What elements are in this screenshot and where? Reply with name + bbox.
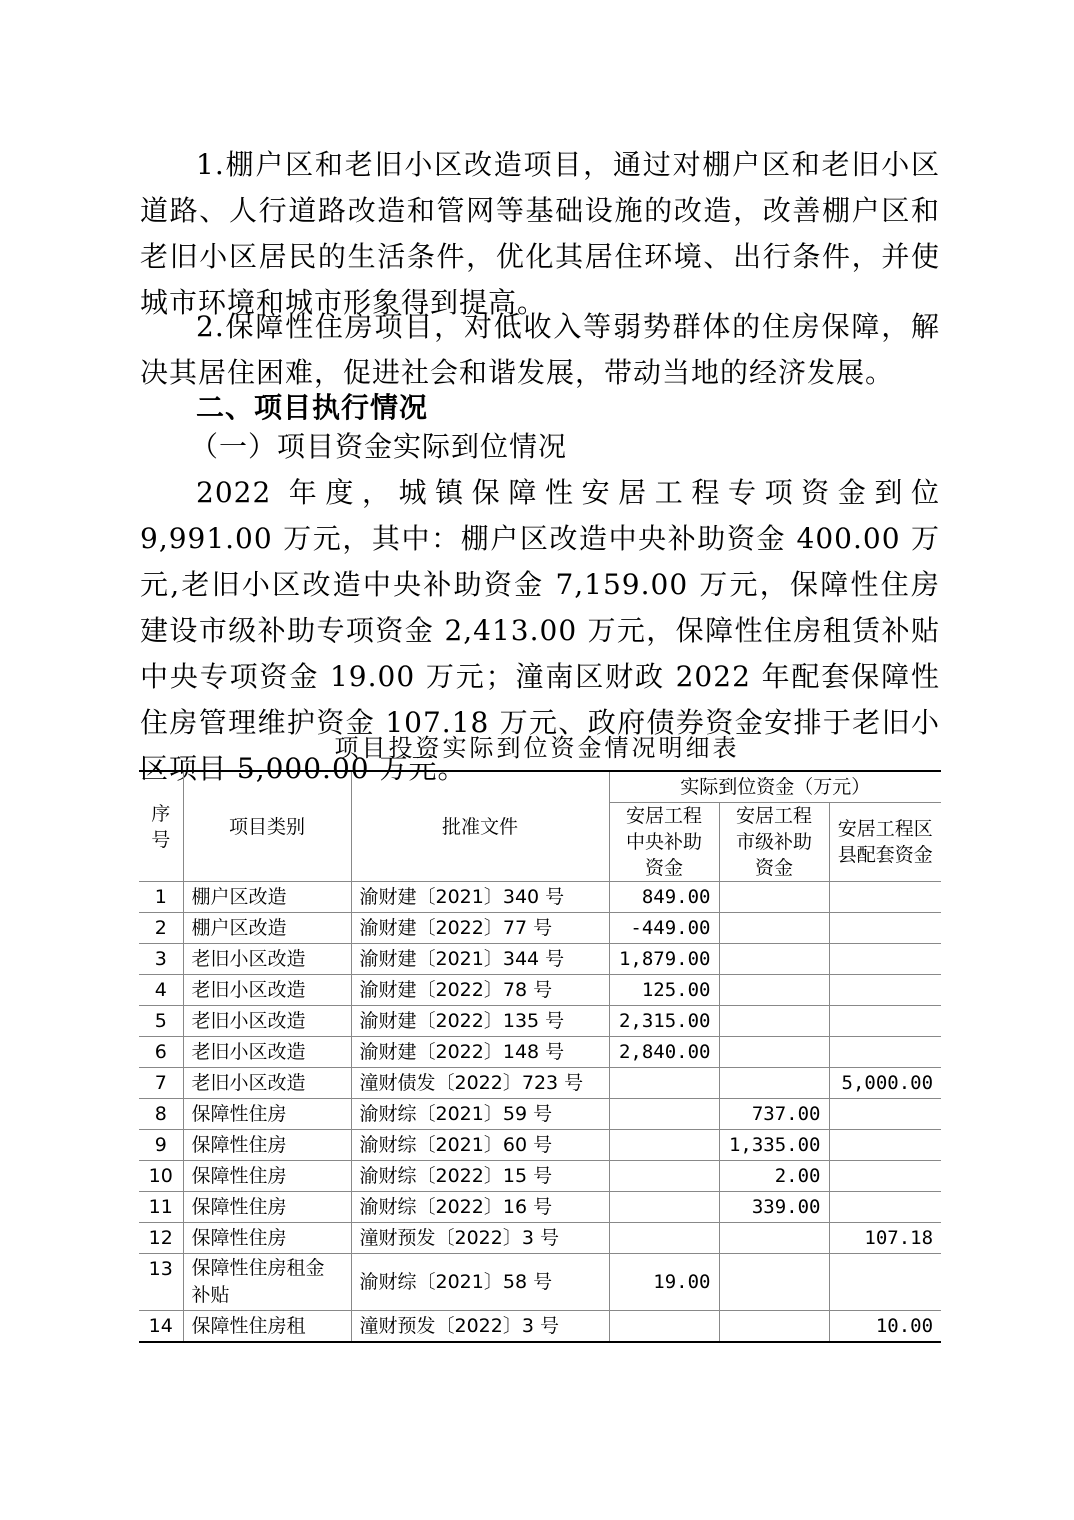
table-row [139, 1223, 941, 1254]
cell-seq: 14 [139, 1311, 183, 1343]
cell-central: 125.00 [609, 975, 719, 1006]
cell-county [829, 1192, 941, 1223]
table-row [139, 944, 941, 975]
cell-central [609, 1161, 719, 1192]
table-body [139, 882, 941, 1343]
cell-city [719, 975, 829, 1006]
cell-city [719, 1254, 829, 1311]
table-row [139, 913, 941, 944]
cell-city [719, 882, 829, 913]
cell-category: 老旧小区改造 [183, 975, 351, 1006]
cell-seq: 10 [139, 1161, 183, 1192]
cell-document: 潼财预发〔2022〕3 号 [351, 1223, 609, 1254]
cell-county [829, 1006, 941, 1037]
cell-document: 渝财综〔2021〕58 号 [351, 1254, 609, 1311]
table-row [139, 882, 941, 913]
cell-document: 渝财建〔2021〕344 号 [351, 944, 609, 975]
cell-city [719, 1006, 829, 1037]
cell-document: 渝财综〔2022〕16 号 [351, 1192, 609, 1223]
cell-category: 老旧小区改造 [183, 1037, 351, 1068]
header-category: 项目类别 [183, 771, 351, 882]
table-row [139, 1068, 941, 1099]
table-row [139, 975, 941, 1006]
cell-county [829, 1130, 941, 1161]
cell-seq: 9 [139, 1130, 183, 1161]
cell-city: 737.00 [719, 1099, 829, 1130]
cell-central [609, 1068, 719, 1099]
table-row [139, 1161, 941, 1192]
cell-seq: 6 [139, 1037, 183, 1068]
cell-category: 保障性住房 [183, 1223, 351, 1254]
header-funds-group: 实际到位资金（万元） [609, 771, 941, 803]
section-heading: 二、项目执行情况 [196, 391, 429, 424]
funds-detail-table [139, 770, 941, 1343]
cell-seq: 7 [139, 1068, 183, 1099]
cell-category: 老旧小区改造 [183, 1006, 351, 1037]
cell-central: 2,840.00 [609, 1037, 719, 1068]
cell-central [609, 1130, 719, 1161]
table-row [139, 1099, 941, 1130]
cell-county [829, 1037, 941, 1068]
cell-central: 849.00 [609, 882, 719, 913]
table-row [139, 1037, 941, 1068]
cell-category: 保障性住房 [183, 1192, 351, 1223]
cell-central [609, 1192, 719, 1223]
table-row [139, 1006, 941, 1037]
cell-document: 渝财建〔2021〕340 号 [351, 882, 609, 913]
cell-central: 1,879.00 [609, 944, 719, 975]
header-document: 批准文件 [351, 771, 609, 882]
cell-central [609, 1099, 719, 1130]
cell-central [609, 1223, 719, 1254]
header-county-funds: 安居工程区县配套资金 [829, 803, 941, 882]
cell-seq: 4 [139, 975, 183, 1006]
table-title: 项目投资实际到位资金情况明细表 [334, 734, 740, 762]
cell-county [829, 1254, 941, 1311]
cell-seq: 13 [139, 1254, 183, 1311]
cell-category: 棚户区改造 [183, 882, 351, 913]
table-row [139, 1192, 941, 1223]
cell-county: 5,000.00 [829, 1068, 941, 1099]
cell-city [719, 1037, 829, 1068]
header-central-funds: 安居工程中央补助资金 [609, 803, 719, 882]
cell-city: 339.00 [719, 1192, 829, 1223]
header-city-funds: 安居工程市级补助资金 [719, 803, 829, 882]
cell-seq: 3 [139, 944, 183, 975]
cell-county [829, 944, 941, 975]
cell-category: 老旧小区改造 [183, 1068, 351, 1099]
cell-seq: 5 [139, 1006, 183, 1037]
cell-county [829, 1099, 941, 1130]
paragraph-shantytown-renovation: 1.棚户区和老旧小区改造项目，通过对棚户区和老旧小区道路、人行道路改造和管网等基础设施的改造，改善棚户区和老旧小区居民的生活条件，优化其居住环境、出行条件，并使城市环境和城市形象得到提高。 [140, 148, 940, 319]
cell-central: -449.00 [609, 913, 719, 944]
cell-document: 渝财建〔2022〕77 号 [351, 913, 609, 944]
cell-category: 保障性住房 [183, 1161, 351, 1192]
cell-seq: 2 [139, 913, 183, 944]
cell-central: 19.00 [609, 1254, 719, 1311]
header-seq: 序号 [139, 771, 183, 882]
cell-document: 潼财债发〔2022〕723 号 [351, 1068, 609, 1099]
paragraph-affordable-housing: 2.保障性住房项目，对低收入等弱势群体的住房保障，解决其居住困难，促进社会和谐发展，带动当地的经济发展。 [140, 310, 940, 389]
cell-county: 10.00 [829, 1311, 941, 1343]
cell-city [719, 944, 829, 975]
cell-category: 保障性住房 [183, 1130, 351, 1161]
cell-category: 保障性住房租金补贴 [183, 1254, 351, 1311]
cell-document: 渝财综〔2022〕15 号 [351, 1161, 609, 1192]
paragraph-funds-summary: 2022 年度，城镇保障性安居工程专项资金到位 9,991.00 万元，其中：棚户区改造中央补助资金 400.00 万元,老旧小区改造中央补助资金 7,159.00 万元，保障性住房建设市级补助专项资金 2,413.00 万元，保障性住房租赁补贴中央专项资金 19.00 万元；潼南区财政 2022 年配套保障性住房管理维护资金 107.18 万元、政府债券资金安排于老旧小区项目 5,000.00 万元。 [140, 476, 940, 785]
cell-category: 老旧小区改造 [183, 944, 351, 975]
cell-category: 保障性住房 [183, 1099, 351, 1130]
cell-document: 潼财预发〔2022〕3 号 [351, 1311, 609, 1343]
cell-document: 渝财建〔2022〕135 号 [351, 1006, 609, 1037]
cell-seq: 11 [139, 1192, 183, 1223]
cell-county: 107.18 [829, 1223, 941, 1254]
cell-document: 渝财建〔2022〕148 号 [351, 1037, 609, 1068]
table-row [139, 1311, 941, 1343]
cell-central [609, 1311, 719, 1343]
cell-city: 1,335.00 [719, 1130, 829, 1161]
cell-city [719, 913, 829, 944]
cell-seq: 12 [139, 1223, 183, 1254]
cell-seq: 8 [139, 1099, 183, 1130]
cell-document: 渝财建〔2022〕78 号 [351, 975, 609, 1006]
table-row [139, 1254, 941, 1311]
cell-city: 2.00 [719, 1161, 829, 1192]
cell-seq: 1 [139, 882, 183, 913]
table-row [139, 1130, 941, 1161]
cell-city [719, 1068, 829, 1099]
cell-county [829, 882, 941, 913]
cell-county [829, 913, 941, 944]
cell-document: 渝财综〔2021〕59 号 [351, 1099, 609, 1130]
cell-city [719, 1311, 829, 1343]
subsection-heading: （一）项目资金实际到位情况 [190, 430, 568, 463]
cell-county [829, 1161, 941, 1192]
cell-category: 保障性住房租 [183, 1311, 351, 1343]
cell-city [719, 1223, 829, 1254]
cell-central: 2,315.00 [609, 1006, 719, 1037]
cell-document: 渝财综〔2021〕60 号 [351, 1130, 609, 1161]
cell-category: 棚户区改造 [183, 913, 351, 944]
cell-county [829, 975, 941, 1006]
